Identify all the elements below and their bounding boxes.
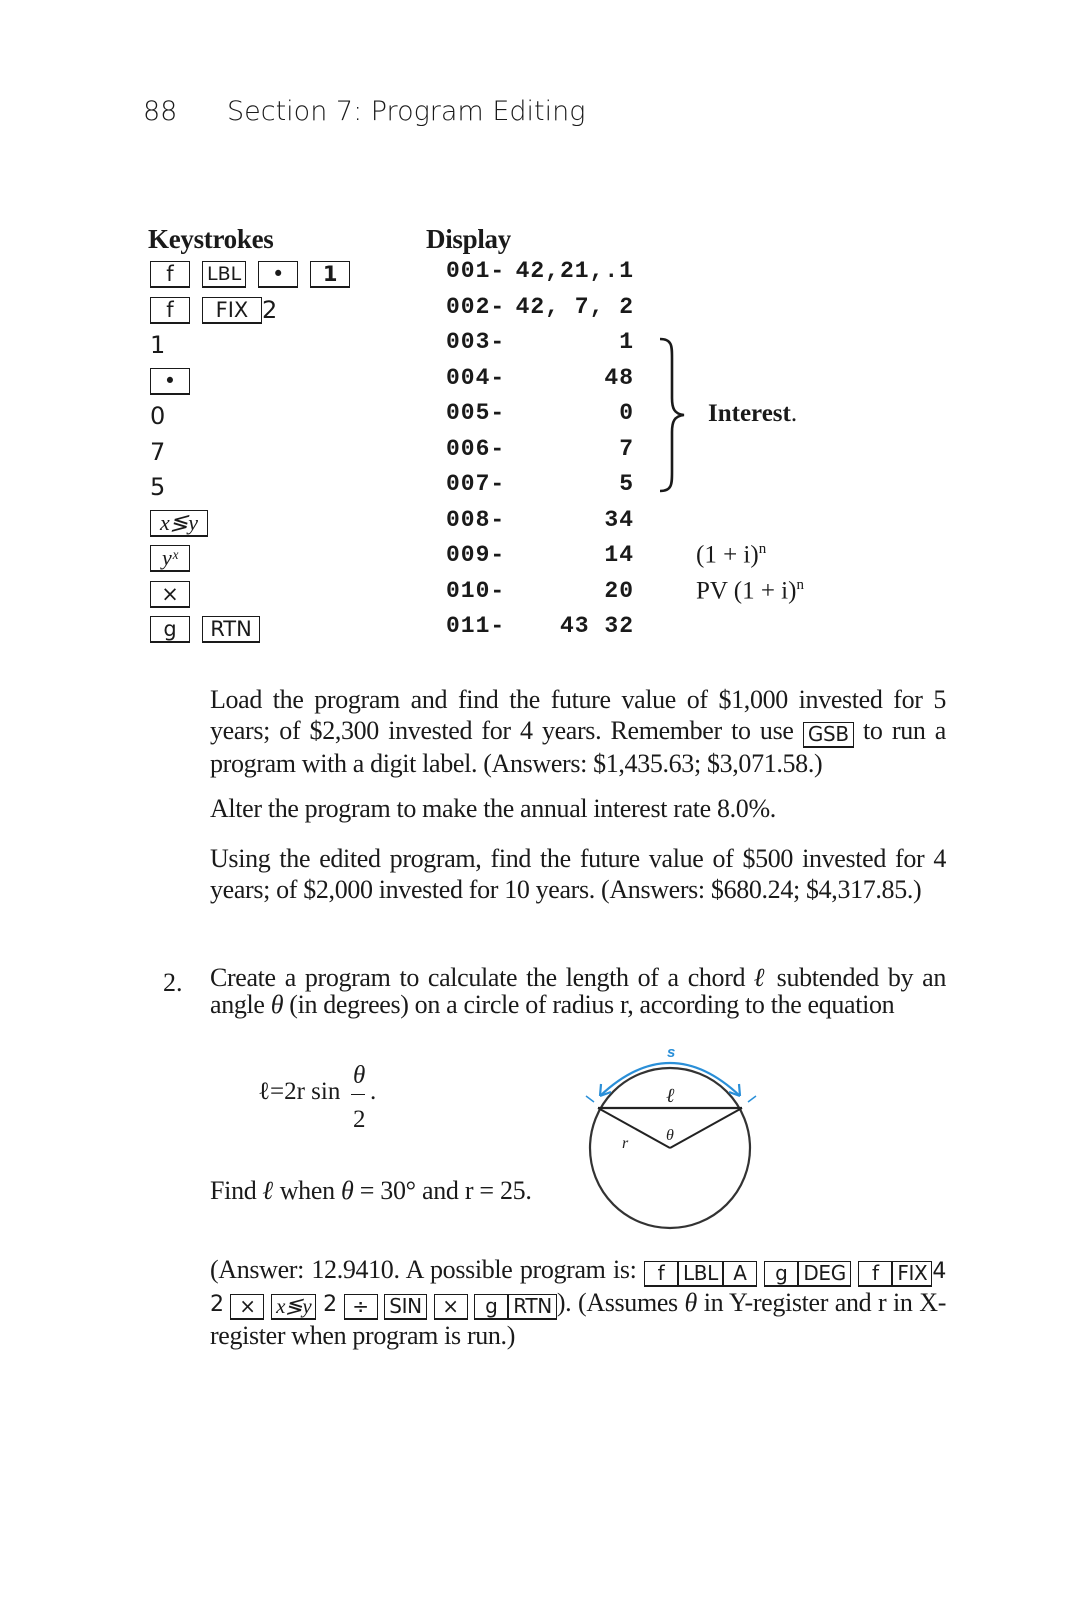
key-g: g xyxy=(150,616,190,643)
keystroke-row-7 xyxy=(150,472,165,502)
display-line-5 xyxy=(446,400,634,430)
key-gsb: GSB xyxy=(803,722,854,748)
display-line-11 xyxy=(446,613,634,643)
equation-period: . xyxy=(370,1078,377,1105)
arc-tick-right xyxy=(748,1096,756,1102)
key-code: 14 xyxy=(604,542,634,568)
radius-line-right xyxy=(670,1108,742,1148)
paragraph-load-program xyxy=(210,684,946,779)
step-number: 010- xyxy=(446,578,506,604)
step-number: 008- xyxy=(446,507,506,533)
display-line-6 xyxy=(446,436,634,466)
step-number: 009- xyxy=(446,542,506,568)
key-x-exchange-y: x≶y xyxy=(271,1294,316,1320)
keystroke-row-8 xyxy=(150,508,208,538)
growth-factor-base: (1 + i) xyxy=(696,541,759,569)
radius-line-left xyxy=(598,1108,670,1148)
key-g: g xyxy=(764,1261,798,1287)
fraction-bar xyxy=(351,1094,365,1095)
find-text: Find xyxy=(210,1176,257,1205)
keystroke-row-11 xyxy=(150,614,260,644)
paragraph-text: (Answer: 12.9410. A possible program is: xyxy=(210,1255,637,1284)
ell-symbol: ℓ xyxy=(754,963,768,992)
keystroke-digit: 5 xyxy=(150,473,166,501)
key-code: 1 xyxy=(619,329,634,355)
key-rtn: RTN xyxy=(508,1294,557,1320)
key-code: 5 xyxy=(619,471,634,497)
equation-lhs: ℓ=2r sin xyxy=(258,1078,341,1105)
key-1: 1 xyxy=(310,261,350,288)
keystroke-row-10 xyxy=(150,579,190,609)
key-deg: DEG xyxy=(798,1261,851,1287)
keystroke-row-4 xyxy=(150,366,190,396)
key-f: f xyxy=(150,297,190,324)
paragraph-text: in Y-register and r in X-register when program is run.) xyxy=(210,1288,947,1350)
key-a: A xyxy=(723,1261,757,1287)
keystroke-row-1 xyxy=(150,259,350,289)
interest-label xyxy=(708,400,797,428)
paragraph-alter-program: Alter the program to make the annual interest rate 8.0%. xyxy=(210,794,776,823)
section-title: Section 7: Program Editing xyxy=(227,96,586,127)
find-text: when xyxy=(279,1176,335,1205)
find-prompt xyxy=(210,1176,532,1206)
growth-factor-exponent: n xyxy=(758,541,767,557)
paragraph-text: ). (Assumes xyxy=(556,1288,678,1317)
step-number: 005- xyxy=(446,400,506,426)
key-decimal: • xyxy=(258,261,298,288)
key-multiply: × xyxy=(230,1294,264,1320)
paragraph-chord-problem xyxy=(210,964,946,1018)
paragraph-text: Load the program and find the future value of $1,000 invested for 5 years; of $2,300 invested for 4 years. Remember to use xyxy=(210,685,946,745)
chord-circle-diagram xyxy=(578,1038,768,1234)
display-line-10 xyxy=(446,578,634,608)
key-code: 42,21,.1 xyxy=(515,258,634,284)
key-code: 34 xyxy=(604,507,634,533)
equation-denominator: 2 xyxy=(353,1106,366,1133)
key-y-to-x: yˣ xyxy=(150,545,190,572)
arc-tick-left xyxy=(586,1096,594,1102)
step-number: 002- xyxy=(446,294,506,320)
paragraph-text: to run a program with a digit label. (Answers: $1,435.63; $3,071.58.) xyxy=(210,716,946,778)
paragraph-edited-program: Using the edited program, find the future value of $500 invested for 4 years; of $2,000 invested for 10 years. (Answers: $680.24; $4,317.85.) xyxy=(210,844,946,904)
key-multiply: × xyxy=(434,1294,468,1320)
right-brace-icon xyxy=(654,336,690,494)
step-number: 006- xyxy=(446,436,506,462)
display-line-2 xyxy=(446,294,634,324)
keystroke-row-2 xyxy=(150,295,277,325)
key-decimal: • xyxy=(150,368,190,395)
keystroke-digit: 7 xyxy=(150,438,166,466)
angle-label: θ xyxy=(666,1127,674,1144)
page-header xyxy=(143,96,585,127)
display-line-3 xyxy=(446,329,634,359)
key-code: 43 32 xyxy=(559,613,634,639)
key-lbl: LBL xyxy=(202,261,246,288)
step-number: 011- xyxy=(446,613,506,639)
theta-symbol: θ xyxy=(341,1176,354,1205)
keystroke-row-6 xyxy=(150,437,165,467)
display-line-1 xyxy=(446,258,634,288)
paragraph-text: subtended by an angle xyxy=(210,963,947,1019)
chord-label: ℓ xyxy=(666,1085,675,1107)
arc-label: s xyxy=(667,1044,676,1061)
list-item-number: 2. xyxy=(163,968,183,997)
page-number: 88 xyxy=(143,96,178,127)
key-code: 20 xyxy=(604,578,634,604)
key-code: 42, 7, 2 xyxy=(515,294,634,320)
step-number: 003- xyxy=(446,329,506,355)
display-line-9 xyxy=(446,542,634,572)
paragraph-text: Create a program to calculate the length of a chord xyxy=(210,963,746,992)
answer-digits: 2 xyxy=(323,1292,337,1317)
step-number: 007- xyxy=(446,471,506,497)
key-f: f xyxy=(858,1261,892,1287)
key-fix: FIX xyxy=(202,297,262,324)
equation-numerator: θ xyxy=(353,1062,366,1089)
keystroke-digit: 1 xyxy=(150,331,166,359)
paragraph-answer xyxy=(210,1254,946,1351)
interest-period: . xyxy=(790,400,798,427)
key-sin: SIN xyxy=(384,1294,427,1320)
keystroke-row-9 xyxy=(150,543,190,573)
key-code: 48 xyxy=(604,365,634,391)
future-value-base: PV (1 + i) xyxy=(696,577,797,605)
future-value-note xyxy=(696,577,804,605)
display-heading: Display xyxy=(426,224,511,254)
key-x-exchange-y: x≶y xyxy=(150,510,208,537)
theta-symbol: θ xyxy=(684,1288,697,1317)
keystrokes-heading: Keystrokes xyxy=(148,224,274,254)
key-code: 0 xyxy=(619,400,634,426)
theta-symbol: θ xyxy=(270,990,284,1019)
key-lbl: LBL xyxy=(678,1261,723,1287)
display-line-7 xyxy=(446,471,634,501)
interest-label-text: Interest xyxy=(708,400,791,427)
display-line-4 xyxy=(446,365,634,395)
future-value-exponent: n xyxy=(796,577,804,593)
key-rtn: RTN xyxy=(202,616,260,643)
answer-digits: 4 2 xyxy=(210,1259,947,1317)
key-f: f xyxy=(644,1261,678,1287)
key-divide: ÷ xyxy=(344,1294,378,1320)
step-number: 004- xyxy=(446,365,506,391)
keystroke-row-5 xyxy=(150,401,165,431)
keystroke-digit: 0 xyxy=(150,402,166,430)
growth-factor-note xyxy=(696,541,766,569)
step-number: 001- xyxy=(446,258,506,284)
key-g: g xyxy=(474,1294,508,1320)
keystroke-digit: 2 xyxy=(262,296,278,324)
key-code: 7 xyxy=(619,436,634,462)
key-f: f xyxy=(150,261,190,288)
paragraph-text: (in degrees) on a circle of radius r, according to the equation xyxy=(289,990,895,1019)
keystroke-row-3 xyxy=(150,330,165,360)
key-multiply: × xyxy=(150,581,190,608)
key-fix: FIX xyxy=(892,1261,932,1287)
ell-symbol: ℓ xyxy=(262,1176,274,1205)
find-text: = 30° and r = 25. xyxy=(359,1176,532,1205)
radius-label: r xyxy=(622,1135,629,1152)
display-line-8 xyxy=(446,507,634,537)
